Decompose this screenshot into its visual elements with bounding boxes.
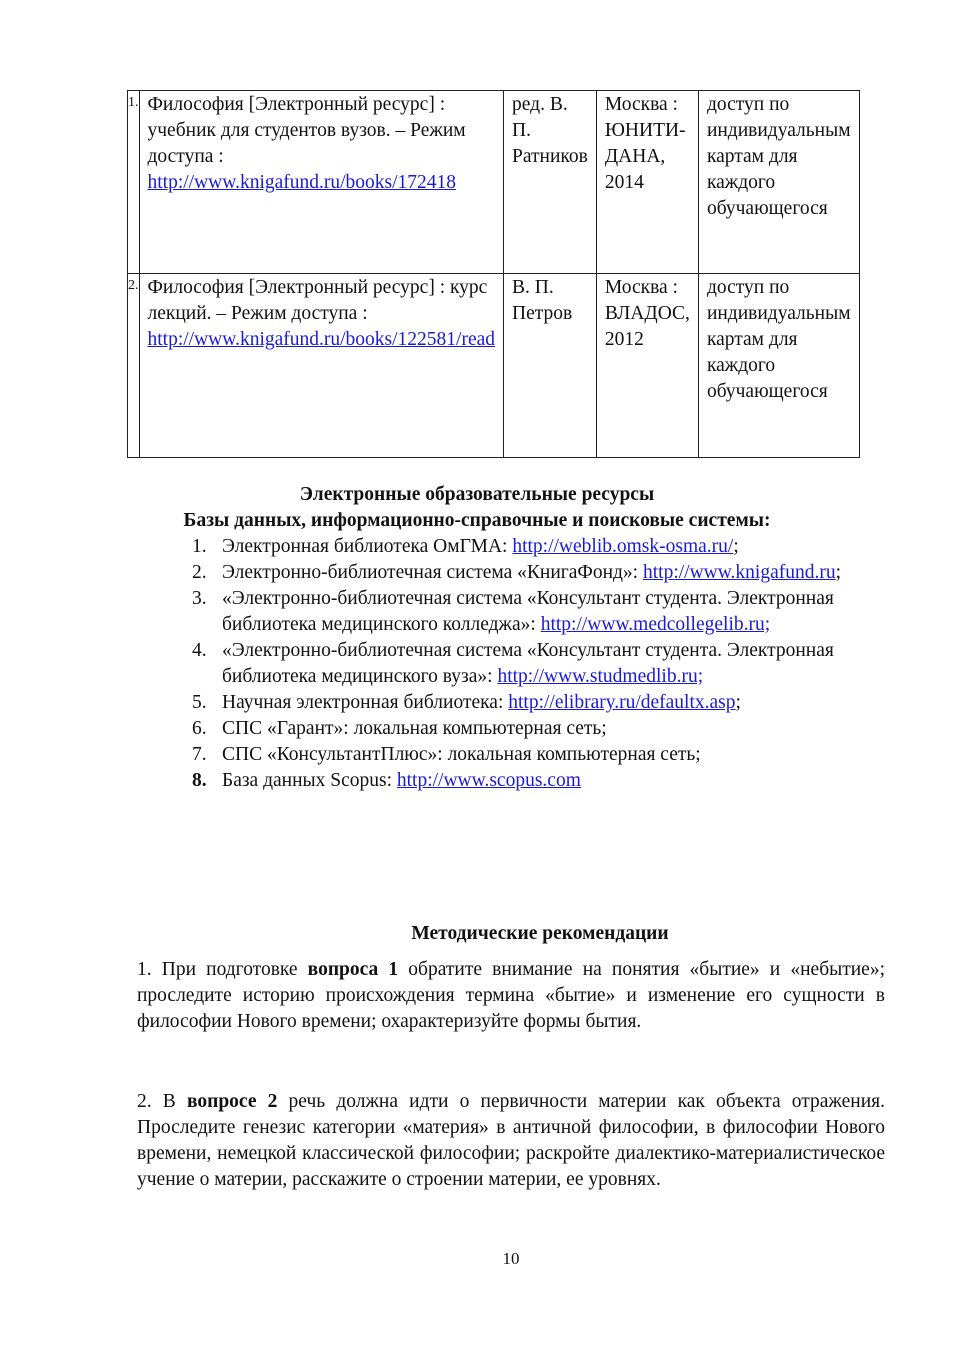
list-item [192, 560, 862, 586]
item-text: СПС «КонсультантПлюс»: локальная компьютерная сеть; [222, 744, 701, 765]
item-suffix: ; [835, 562, 842, 583]
resource-link[interactable]: http://www.medcollegelib.ru; [540, 614, 771, 635]
method-paragraph-2 [137, 1089, 885, 1193]
book-title: Философия [Электронный ресурс] : учебник для студентов вузов. – Режим доступа : [147, 94, 466, 167]
item-text: Электронная библиотека ОмГМА: [222, 536, 513, 557]
item-number: 2. [192, 562, 207, 583]
book-editor: В. П. Петров [504, 274, 597, 458]
book-publisher: Москва : ЮНИТИ-ДАНА, 2014 [596, 91, 698, 274]
resource-link[interactable]: http://www.knigafund.ru [642, 562, 836, 583]
item-text: Электронно-библиотечная система «КнигаФонд»: [222, 562, 643, 583]
item-number: 5. [192, 692, 207, 713]
list-item [192, 638, 862, 690]
table-row [128, 274, 860, 458]
book-title-cell [139, 91, 504, 274]
paragraph-text: обратите внимание на понятия «бытие» и «небытие»; проследите историю происхождения термина «бытие» и изменение его сущности в философии Нового времени; охарактеризуйте формы бытия. [137, 959, 886, 1032]
paragraph-emphasis: вопросе 2 [186, 1091, 278, 1112]
paragraph-text: 1. При подготовке [137, 959, 308, 980]
table-row [128, 91, 860, 274]
resource-link[interactable]: http://www.studmedlib.ru; [497, 666, 704, 687]
list-item [192, 586, 862, 638]
item-number: 1. [192, 536, 207, 557]
book-access: доступ по индивидуальным картам для каждого обучающегося [698, 91, 859, 274]
item-number: 4. [192, 640, 207, 661]
page-number: 10 [502, 1249, 520, 1268]
resources-heading: Электронные образовательные ресурсы [299, 484, 655, 505]
item-suffix: ; [735, 692, 741, 713]
book-title-cell [139, 274, 504, 458]
resource-link[interactable]: http://www.scopus.com [396, 770, 581, 791]
item-number: 3. [192, 588, 207, 609]
item-text: Научная электронная библиотека: [222, 692, 509, 713]
methods-title: Методические рекомендации [411, 923, 669, 944]
list-item [192, 742, 862, 768]
item-number: 8. [192, 770, 207, 791]
book-access: доступ по индивидуальным картам для каждого обучающегося [698, 274, 859, 458]
item-number: 6. [192, 718, 207, 739]
databases-heading: Базы данных, информационно-справочные и поисковые системы: [183, 510, 771, 531]
resource-link[interactable]: http://weblib.omsk-osma.ru/ [512, 536, 734, 557]
book-publisher: Москва : ВЛАДОС, 2012 [596, 274, 698, 458]
item-text: СПС «Гарант»: локальная компьютерная сеть; [222, 718, 607, 739]
book-link[interactable]: http://www.knigafund.ru/books/122581/read [147, 329, 496, 350]
paragraph-text: 2. В [137, 1091, 187, 1112]
literature-table [127, 90, 860, 458]
item-text: База данных Scopus: [222, 770, 397, 791]
row-number: 2. [128, 274, 140, 458]
item-number: 7. [192, 744, 207, 765]
list-item [192, 534, 862, 560]
paragraph-text: речь должна идти о первичности материи как объекта отражения. Проследите генезис категории «материя» в античной философии, в философии Нового времени, немецкой классической философии; раскройте диалектико-материалистическое учение о материи, расскажите о строении материи, ее уровнях. [137, 1091, 886, 1190]
method-paragraph-1 [137, 957, 885, 1035]
resources-list [192, 534, 862, 794]
book-title: Философия [Электронный ресурс] : курс лекций. – Режим доступа : [147, 277, 488, 324]
paragraph-emphasis: вопроса 1 [307, 959, 399, 980]
row-number: 1. [128, 91, 140, 274]
resource-link[interactable]: http://elibrary.ru/defaultx.asp [508, 692, 736, 713]
book-editor: ред. В. П. Ратников [504, 91, 597, 274]
item-text: «Электронно-библиотечная система «Консультант студента. Электронная библиотека медицинского колледжа»: [222, 588, 834, 635]
item-text: «Электронно-библиотечная система «Консультант студента. Электронная библиотека медицинского вуза»: [222, 640, 834, 687]
list-item [192, 716, 862, 742]
list-item [192, 768, 862, 794]
item-suffix: ; [733, 536, 739, 557]
book-link[interactable]: http://www.knigafund.ru/books/172418 [147, 172, 457, 193]
list-item [192, 690, 862, 716]
